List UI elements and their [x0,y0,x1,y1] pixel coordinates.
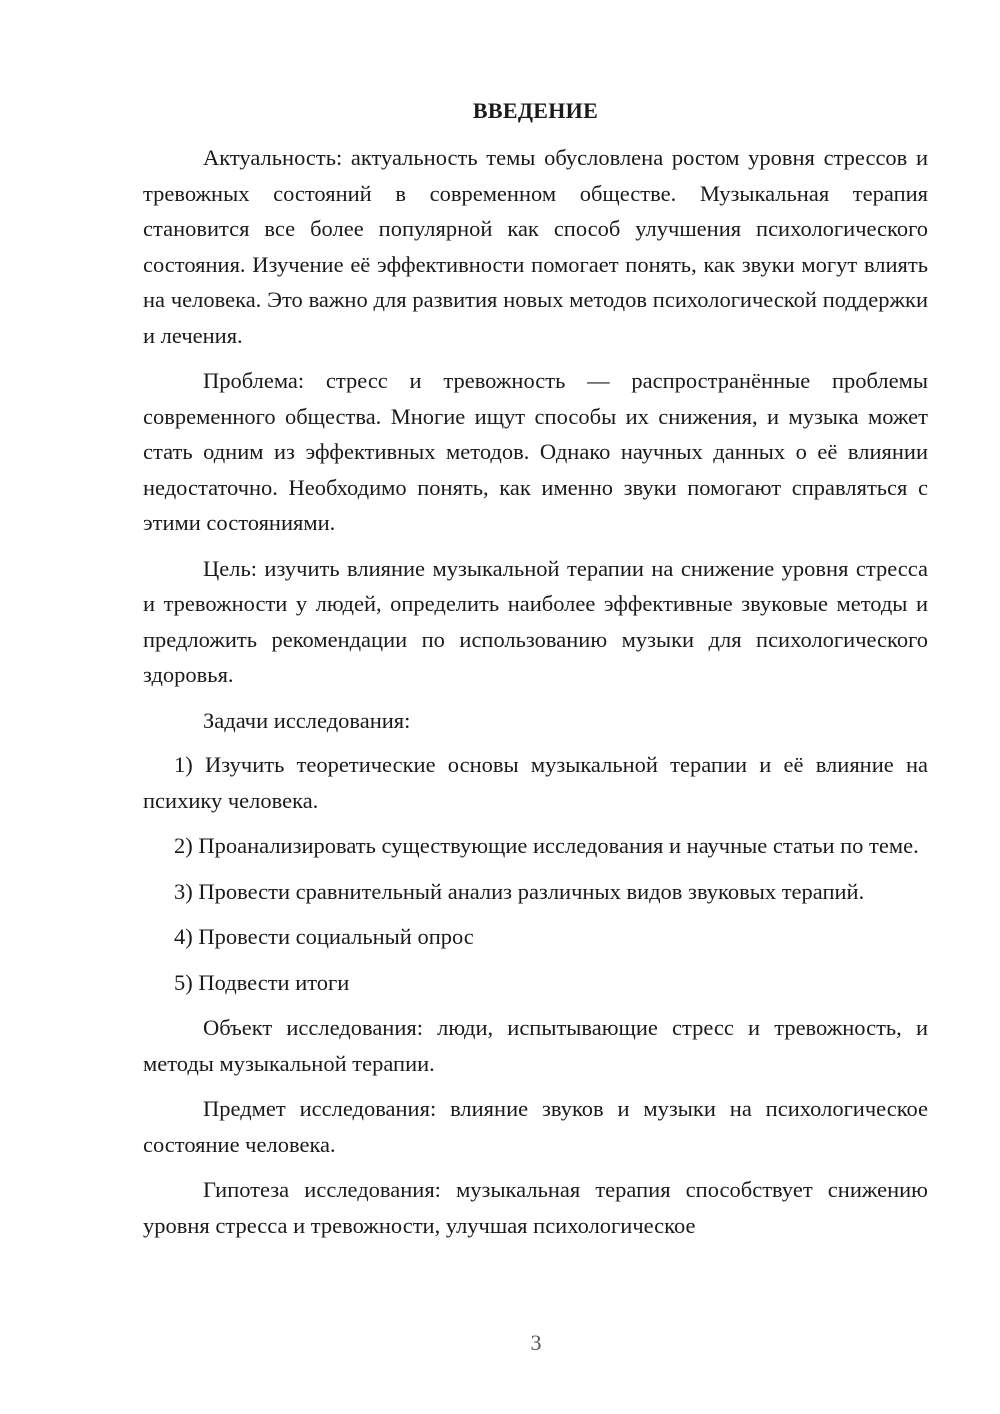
tasks-heading: Задачи исследования: [203,707,411,733]
task-item-1: 1) Изучить теоретические основы музыкальной терапии и её влияние на психику человека. [143,752,928,813]
page-body [143,96,928,1253]
paragraph-subject: Предмет исследования: влияние звуков и музыки на психологическое состояние человека. [143,1096,928,1157]
task-item-5: 5) Подвести итоги [174,969,350,995]
paragraph-goal: Цель: изучить влияние музыкальной терапии на снижение уровня стресса и тревожности у людей, определить наиболее эффективные звуковые методы и предложить рекомендации по использованию музыки для психологического здоровья. [143,555,928,687]
task-item-3: 3) Провести сравнительный анализ различных видов звуковых терапий. [174,878,865,904]
task-item-4: 4) Провести социальный опрос [174,924,474,949]
paragraph-hypothesis: Гипотеза исследования: музыкальная терапия способствует снижению уровня стресса и тревожности, улучшая психологическое [143,1177,928,1238]
paragraph-object: Объект исследования: люди, испытывающие стресс и тревожность, и методы музыкальной терапии. [143,1015,928,1076]
paragraph-problem: Проблема: стресс и тревожность — распространённые проблемы современного общества. Многие ищут способы их снижения, и музыка может стать одним из эффективных методов. Однако научных данных о её влиянии недостаточно. Необходимо понять, как именно звуки помогают справляться с этими состояниями. [143,368,928,535]
task-item-2: 2) Проанализировать существующие исследования и научные статьи по теме. [174,833,919,858]
paragraph-relevance: Актуальность: актуальность темы обусловлена ростом уровня стрессов и тревожных состояний в современном обществе. Музыкальная терапия становится все более популярной как способ улучшения психологического состояния. Изучение её эффективности помогает понять, как звуки могут влиять на человека. Это важно для развития новых методов психологической поддержки и лечения. [143,145,928,348]
section-title: ВВЕДЕНИЕ [472,98,599,123]
page-number: 3 [530,1330,542,1355]
